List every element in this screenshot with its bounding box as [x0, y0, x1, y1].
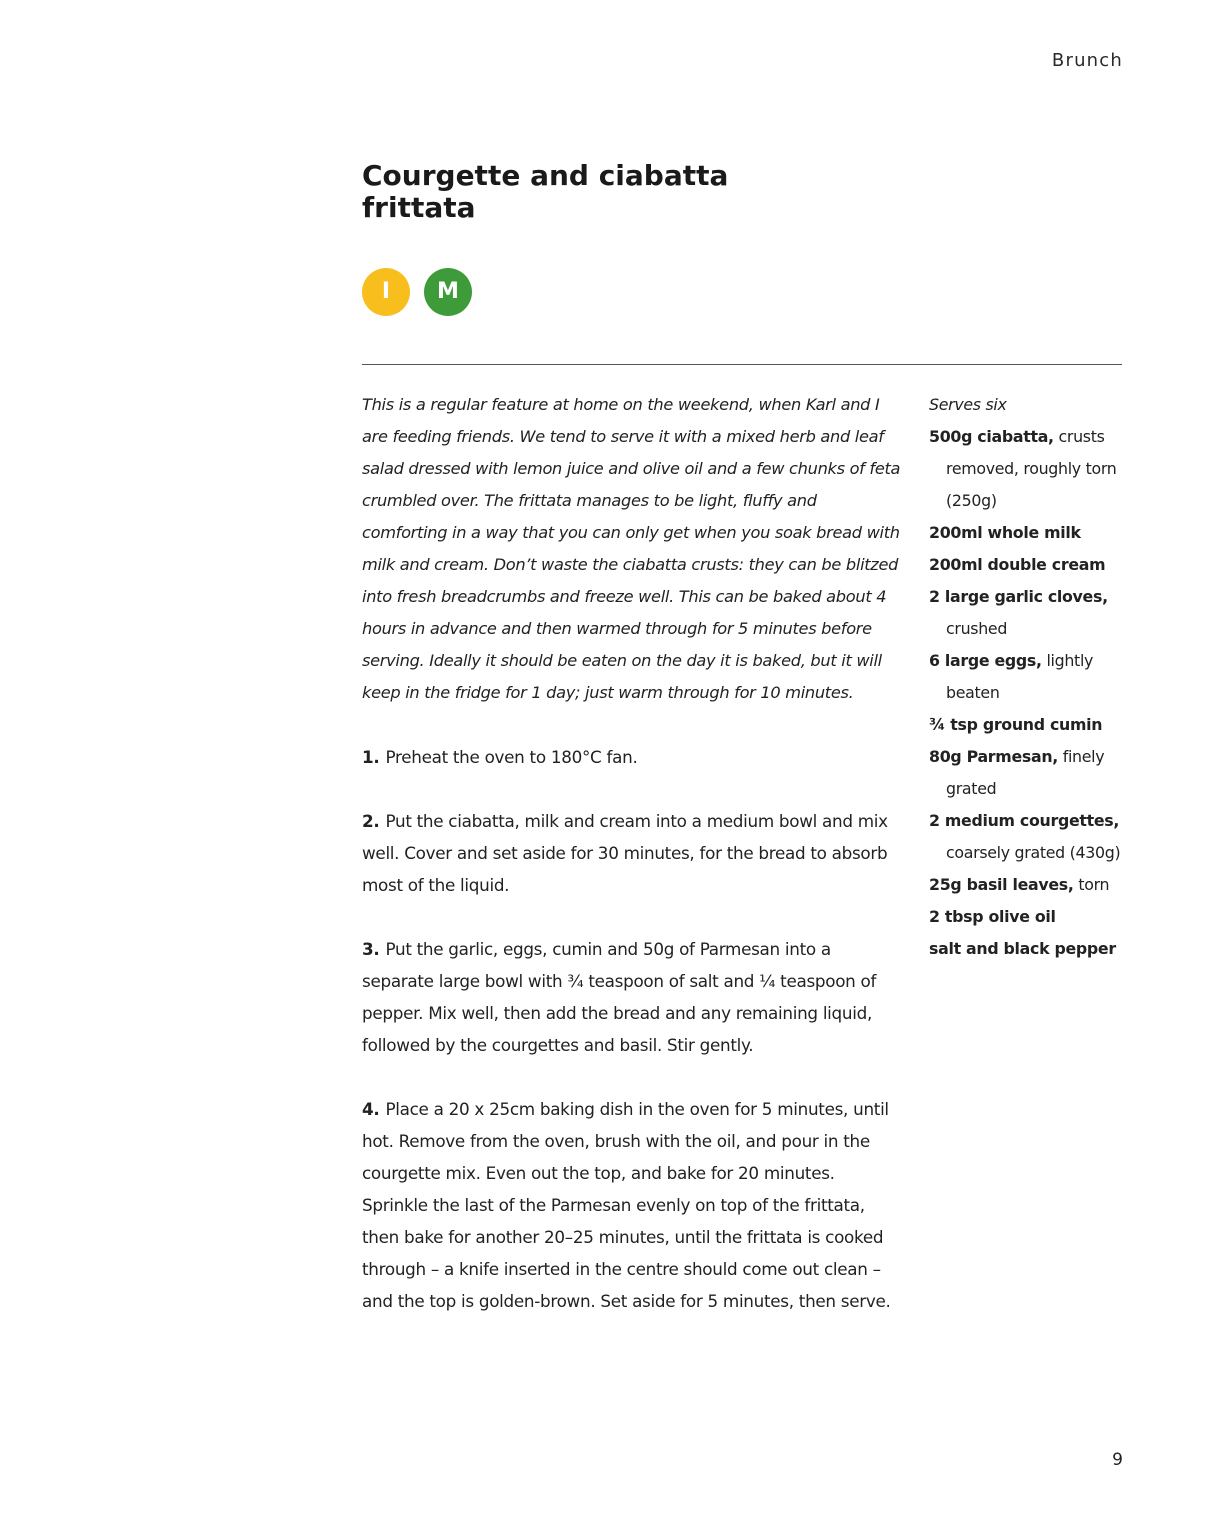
- badge-letter: I: [381, 279, 391, 304]
- ingredient-name: 80g Parmesan,: [929, 747, 1058, 766]
- ingredient-note: lightly beaten: [946, 651, 1094, 702]
- ingredient-item: [929, 709, 1129, 741]
- step-number: 4.: [362, 1099, 380, 1119]
- ingredient-note: torn: [1073, 875, 1110, 894]
- recipe-title: Courgette and ciabatta frittata: [362, 159, 729, 224]
- ingredient-name: salt and black pepper: [929, 939, 1116, 958]
- badge-letter: M: [437, 279, 459, 304]
- ingredient-name: 25g basil leaves,: [929, 875, 1074, 894]
- badge-m: [424, 268, 472, 316]
- ingredient-item: [929, 741, 1129, 805]
- ingredient-note: finely grated: [946, 747, 1105, 798]
- ingredient-item: [929, 805, 1129, 869]
- page-number: 9: [1112, 1450, 1123, 1470]
- badge-i: [362, 268, 410, 316]
- step-text: Place a 20 x 25cm baking dish in the oven for 5 minutes, until hot. Remove from the oven, brush with the oil, and pour in the courgette mix. Even out the top, and bake for 20 minutes. Sprinkle the last of the Parmesan evenly on top of the frittata, then bake for another 20–25 minutes, until the frittata is cooked through – a knife inserted in the centre should come out clean – and the top is golden-brown. Set aside for 5 minutes, then serve.: [362, 1099, 891, 1311]
- ingredient-note: crusts removed, roughly torn (250g): [946, 427, 1117, 510]
- method-step: [362, 805, 902, 901]
- method-step: [362, 741, 902, 773]
- ingredient-item: [929, 549, 1129, 581]
- ingredient-note: coarsely grated (430g): [946, 843, 1121, 862]
- ingredient-item: [929, 581, 1129, 645]
- ingredient-name: 6 large eggs,: [929, 651, 1042, 670]
- step-number: 1.: [362, 747, 380, 767]
- ingredient-name: 500g ciabatta,: [929, 427, 1054, 446]
- ingredient-name: 2 tbsp olive oil: [929, 907, 1056, 926]
- step-number: 2.: [362, 811, 380, 831]
- ingredients-list: [929, 389, 1129, 965]
- recipe-intro: This is a regular feature at home on the weekend, when Karl and I are feeding friends. We tend to serve it with a mixed herb and leaf salad dressed with lemon juice and olive oil and a few chunks of feta crumbled over. The frittata manages to be light, fluffy and comforting in a way that you can only get when you soak bread with milk and cream. Don’t waste the ciabatta crusts: they can be blitzed into fresh breadcrumbs and freeze well. This can be baked about 4 hours in advance and then warmed through for 5 minutes before serving. Ideally it should be eaten on the day it is baked, but it will keep in the fridge for 1 day; just warm through for 10 minutes.: [362, 395, 901, 702]
- method-step: [362, 933, 902, 1061]
- ingredient-note: crushed: [946, 619, 1008, 638]
- ingredient-name: ¾ tsp ground cumin: [929, 715, 1103, 734]
- divider: [362, 364, 1122, 365]
- step-text: Put the garlic, eggs, cumin and 50g of Parmesan into a separate large bowl with ¾ teaspoon of salt and ¼ teaspoon of pepper. Mix well, then add the bread and any remaining liquid, followed by the courgettes and basil. Stir gently.: [362, 939, 877, 1055]
- dietary-badges: [362, 268, 472, 316]
- ingredient-item: [929, 645, 1129, 709]
- method-steps: [362, 741, 902, 1349]
- ingredient-item: [929, 421, 1129, 517]
- section-label: Brunch: [1051, 50, 1123, 71]
- ingredient-item: [929, 933, 1129, 965]
- serves-label: Serves six: [929, 395, 1007, 414]
- ingredient-item: [929, 517, 1129, 549]
- ingredient-name: 200ml whole milk: [929, 523, 1081, 542]
- step-number: 3.: [362, 939, 380, 959]
- ingredient-name: 2 large garlic cloves,: [929, 587, 1108, 606]
- ingredient-item: [929, 901, 1129, 933]
- step-text: Put the ciabatta, milk and cream into a medium bowl and mix well. Cover and set aside for 30 minutes, for the bread to absorb most of the liquid.: [362, 811, 888, 895]
- ingredient-name: 200ml double cream: [929, 555, 1106, 574]
- method-step: [362, 1093, 902, 1317]
- step-text: Preheat the oven to 180°C fan.: [385, 747, 638, 767]
- ingredient-name: 2 medium courgettes,: [929, 811, 1120, 830]
- ingredient-item: [929, 869, 1129, 901]
